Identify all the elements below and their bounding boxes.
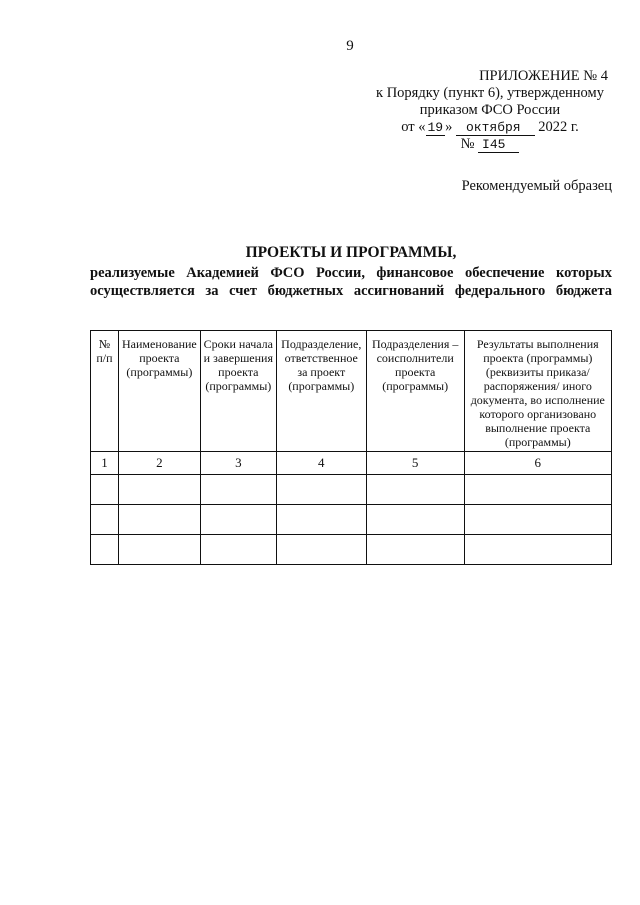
column-number-row xyxy=(91,452,612,475)
appendix-line-1: к Порядку (пункт 6), утвержденному xyxy=(376,85,604,101)
empty-cell xyxy=(464,535,611,565)
date-mid: » xyxy=(445,119,453,135)
empty-cell xyxy=(118,535,200,565)
column-number: 4 xyxy=(276,452,366,475)
header-cell-name: Наименование проекта (программы) xyxy=(118,331,200,452)
empty-cell xyxy=(366,475,464,505)
appendix-heading: ПРИЛОЖЕНИЕ № 4 xyxy=(479,68,608,84)
projects-table xyxy=(90,330,612,565)
appendix-line-2: приказом ФСО России xyxy=(419,102,561,118)
empty-cell xyxy=(200,475,276,505)
subtitle-line-2: осуществляется за счет бюджетных ассигнований федерального бюджета xyxy=(90,283,612,299)
table-row xyxy=(91,535,612,565)
order-number: I45 xyxy=(478,137,519,153)
sample-label: Рекомендуемый образец xyxy=(461,178,612,194)
table-header-row xyxy=(91,331,612,452)
empty-cell xyxy=(200,535,276,565)
appendix-date xyxy=(350,119,630,136)
empty-cell xyxy=(276,505,366,535)
header-cell-results: Результаты выполнения проекта (программы) (реквизиты приказа/распоряжения/ иного документа, во исполнение которого организовано выполнение проекта (программы) xyxy=(464,331,611,452)
header-cell-dates: Сроки начала и завершения проекта (программы) xyxy=(200,331,276,452)
empty-cell xyxy=(118,475,200,505)
column-number: 6 xyxy=(464,452,611,475)
date-prefix: от « xyxy=(401,119,426,135)
header-cell-number: № п/п xyxy=(91,331,119,452)
page-number: 9 xyxy=(346,38,354,54)
column-number: 2 xyxy=(118,452,200,475)
appendix-block xyxy=(350,68,630,153)
empty-cell xyxy=(200,505,276,535)
subtitle-line-1: реализуемые Академией ФСО России, финансовое обеспечение которых xyxy=(90,265,612,281)
document-title: ПРОЕКТЫ И ПРОГРАММЫ, xyxy=(245,244,457,261)
column-number: 5 xyxy=(366,452,464,475)
title-block xyxy=(90,244,612,300)
date-day: 19 xyxy=(427,120,444,135)
appendix-number xyxy=(350,136,630,153)
empty-cell xyxy=(276,535,366,565)
column-number: 3 xyxy=(200,452,276,475)
date-month: октября xyxy=(456,120,535,136)
column-number: 1 xyxy=(91,452,119,475)
empty-cell xyxy=(366,535,464,565)
header-cell-responsible: Подразделение, ответственное за проект (программы) xyxy=(276,331,366,452)
number-prefix: № xyxy=(460,136,475,152)
empty-cell xyxy=(91,475,119,505)
date-year: 2022 г. xyxy=(538,119,579,135)
empty-cell xyxy=(464,475,611,505)
empty-cell xyxy=(464,505,611,535)
empty-cell xyxy=(118,505,200,535)
empty-cell xyxy=(276,475,366,505)
empty-cell xyxy=(91,535,119,565)
empty-cell xyxy=(366,505,464,535)
table-row xyxy=(91,505,612,535)
header-cell-coexecutors: Подразделения – соисполнители проекта (программы) xyxy=(366,331,464,452)
empty-cell xyxy=(91,505,119,535)
table-row xyxy=(91,475,612,505)
